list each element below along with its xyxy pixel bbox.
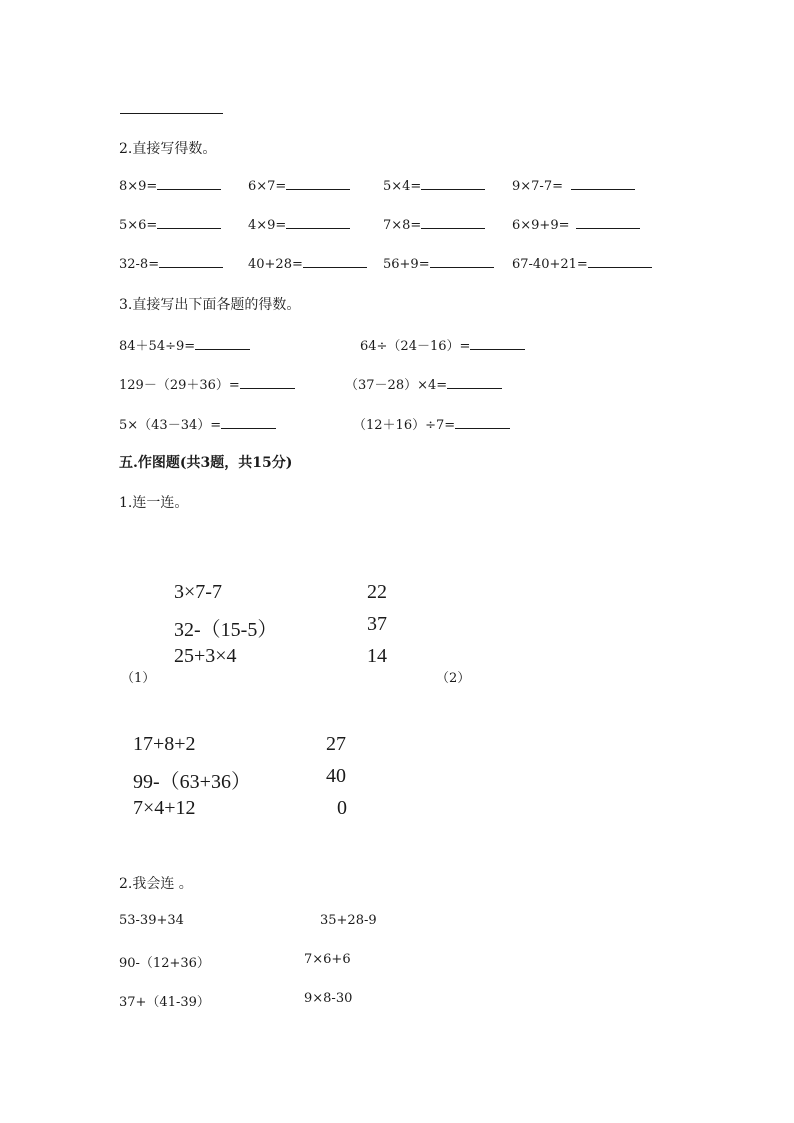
- q3-item: 64÷（24－16）=: [360, 335, 525, 354]
- q3-item: 84＋54÷9=: [119, 335, 250, 354]
- q2-item: 67-40+21=: [512, 256, 652, 272]
- wohuilian-title: 2.我会连 。: [119, 876, 193, 892]
- answer-blank[interactable]: [303, 256, 367, 268]
- q2-item: 4×9=: [248, 217, 350, 233]
- part-label: （1）: [121, 671, 156, 686]
- match-right-item: 22: [367, 581, 387, 603]
- answer-blank[interactable]: [430, 256, 494, 268]
- match-right-item: 7×6+6: [304, 952, 351, 967]
- q2-item: 6×9+9=: [512, 217, 640, 233]
- q2-item: 8×9=: [119, 178, 221, 194]
- answer-line[interactable]: [120, 113, 223, 114]
- answer-blank[interactable]: [240, 377, 295, 389]
- q3-item: 129－（29＋36）=: [119, 374, 295, 393]
- match-left-item: 17+8+2: [133, 733, 196, 755]
- match-left-item: 53-39+34: [119, 913, 184, 928]
- section-title: 五.作图题(共3题，共15分): [119, 455, 293, 471]
- q2-item: 56+9=: [383, 256, 494, 272]
- q2-item: 32-8=: [119, 256, 223, 272]
- match-right-item: 35+28-9: [320, 913, 377, 928]
- q2-item: 6×7=: [248, 178, 350, 194]
- match-right-item: 9×8-30: [304, 991, 353, 1006]
- q2-item: 9×7-7=: [512, 178, 635, 194]
- answer-blank[interactable]: [576, 217, 640, 229]
- match-left-item: 7×4+12: [133, 797, 196, 819]
- answer-blank[interactable]: [221, 417, 276, 429]
- match-right-item: 37: [367, 613, 387, 635]
- answer-blank[interactable]: [159, 256, 223, 268]
- answer-blank[interactable]: [588, 256, 652, 268]
- match-left-item: 25+3×4: [174, 645, 237, 667]
- match-left-item: 3×7-7: [174, 581, 222, 603]
- q3-item: 5×（43－34）=: [119, 414, 276, 433]
- q2-item: 7×8=: [383, 217, 485, 233]
- lianlian-title: 1.连一连。: [119, 495, 189, 511]
- q2-item: 40+28=: [248, 256, 367, 272]
- answer-blank[interactable]: [157, 217, 221, 229]
- part-label: （2）: [436, 671, 471, 686]
- answer-blank[interactable]: [157, 178, 221, 190]
- answer-blank[interactable]: [455, 417, 510, 429]
- q2-item: 5×6=: [119, 217, 221, 233]
- match-right-item: 14: [367, 645, 387, 667]
- q2-title: 2.直接写得数。: [119, 141, 217, 157]
- answer-blank[interactable]: [286, 178, 350, 190]
- match-left-item: 32-（15-5）: [174, 619, 278, 641]
- match-left-item: 99-（63+36）: [133, 771, 251, 793]
- answer-blank[interactable]: [421, 178, 485, 190]
- q3-item: （12＋16）÷7=: [353, 414, 510, 433]
- q3-item: （37－28）×4=: [345, 374, 502, 393]
- answer-blank[interactable]: [470, 338, 525, 350]
- q2-item: 5×4=: [383, 178, 485, 194]
- match-left-item: 90-（12+36）: [119, 956, 210, 971]
- answer-blank[interactable]: [421, 217, 485, 229]
- answer-blank[interactable]: [195, 338, 250, 350]
- match-left-item: 37+（41-39）: [119, 995, 210, 1010]
- match-right-item: 40: [326, 765, 346, 787]
- answer-blank[interactable]: [286, 217, 350, 229]
- answer-blank[interactable]: [447, 377, 502, 389]
- match-right-item: 0: [337, 797, 347, 819]
- answer-blank[interactable]: [571, 178, 635, 190]
- q3-title: 3.直接写出下面各题的得数。: [119, 297, 301, 313]
- match-right-item: 27: [326, 733, 346, 755]
